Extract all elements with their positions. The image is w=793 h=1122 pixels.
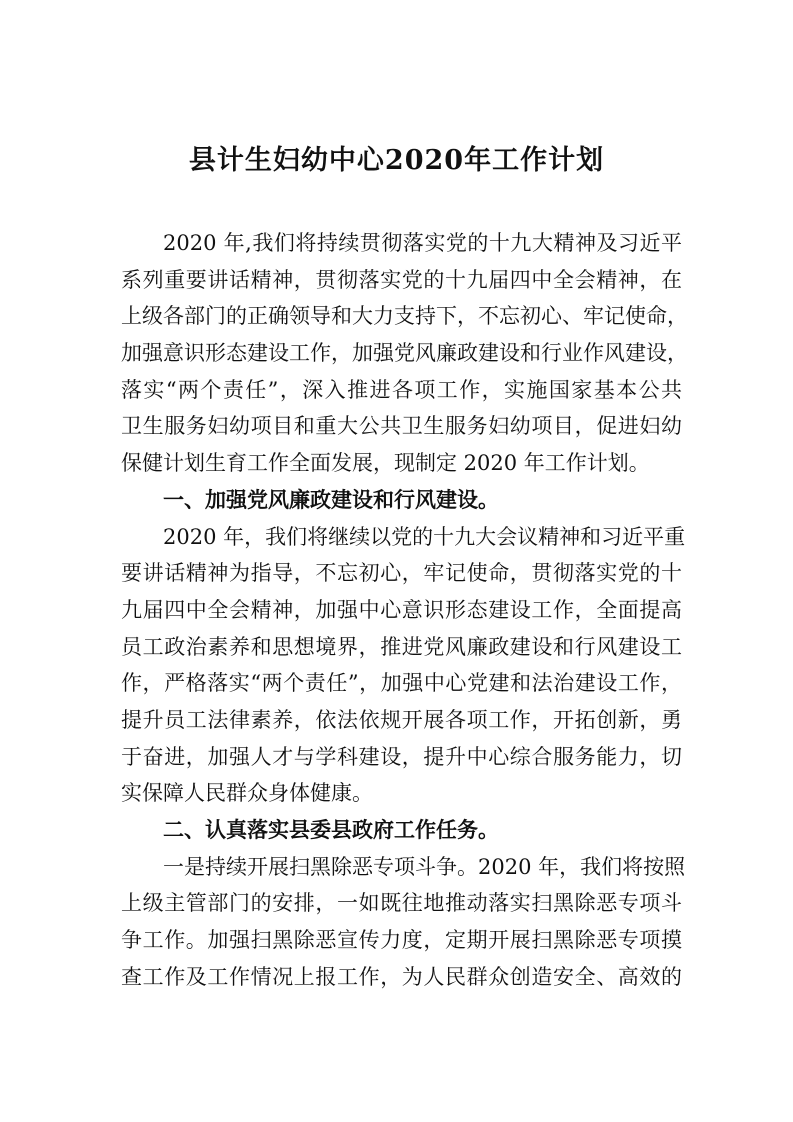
paragraph-line: 保健计划生育工作全面发展，现制定 2020 年工作计划。 bbox=[121, 451, 650, 476]
paragraph-line: 一是持续开展扫黑除恶专项斗争。2020 年，我们将按照 bbox=[163, 854, 686, 879]
paragraph-line: 查工作及工作情况上报工作，为人民群众创造安全、高效的 bbox=[121, 964, 682, 989]
paragraph-line: 2020 年，我们将继续以党的十九大会议精神和习近平重 bbox=[163, 524, 686, 549]
paragraph-line: 加强意识形态建设工作，加强党风廉政建设和行业作风建设， bbox=[121, 341, 688, 366]
section-heading: 一、加强党风廉政建设和行风建设。 bbox=[163, 487, 499, 512]
document-body bbox=[121, 225, 688, 995]
paragraph-line: 争工作。加强扫黑除恶宣传力度，定期开展扫黑除恶专项摸 bbox=[121, 928, 682, 953]
paragraph-line: 实保障人民群众身体健康。 bbox=[121, 781, 373, 806]
paragraph-line: 要讲话精神为指导，不忘初心，牢记使命，贯彻落实党的十 bbox=[121, 561, 682, 586]
paragraph-line: 员工政治素养和思想境界，推进党风廉政建设和行风建设工 bbox=[121, 634, 682, 659]
paragraph-line: 系列重要讲话精神，贯彻落实党的十九届四中全会精神，在 bbox=[121, 267, 682, 292]
paragraph-line: 2020 年,我们将持续贯彻落实党的十九大精神及习近平 bbox=[163, 231, 682, 255]
paragraph-line: 提升员工法律素养，依法依规开展各项工作，开拓创新，勇 bbox=[121, 707, 682, 732]
paragraph-line: 于奋进，加强人才与学科建设，提升中心综合服务能力，切 bbox=[121, 744, 682, 769]
paragraph-line: 卫生服务妇幼项目和重大公共卫生服务妇幼项目，促进妇幼 bbox=[121, 414, 682, 439]
document-title: 县计生妇幼中心2020年工作计划 bbox=[188, 145, 605, 176]
paragraph-line: 上级主管部门的安排，一如既往地推动落实扫黑除恶专项斗 bbox=[121, 891, 682, 916]
paragraph-line: 九届四中全会精神，加强中心意识形态建设工作，全面提高 bbox=[121, 597, 682, 622]
paragraph-line: 落实“两个责任”，深入推进各项工作，实施国家基本公共 bbox=[121, 377, 682, 402]
paragraph-line: 作，严格落实“两个责任”，加强中心党建和法治建设工作， bbox=[121, 671, 682, 696]
section-heading: 二、认真落实县委县政府工作任务。 bbox=[163, 818, 499, 842]
paragraph-line: 上级各部门的正确领导和大力支持下，不忘初心、牢记使命， bbox=[121, 304, 688, 329]
